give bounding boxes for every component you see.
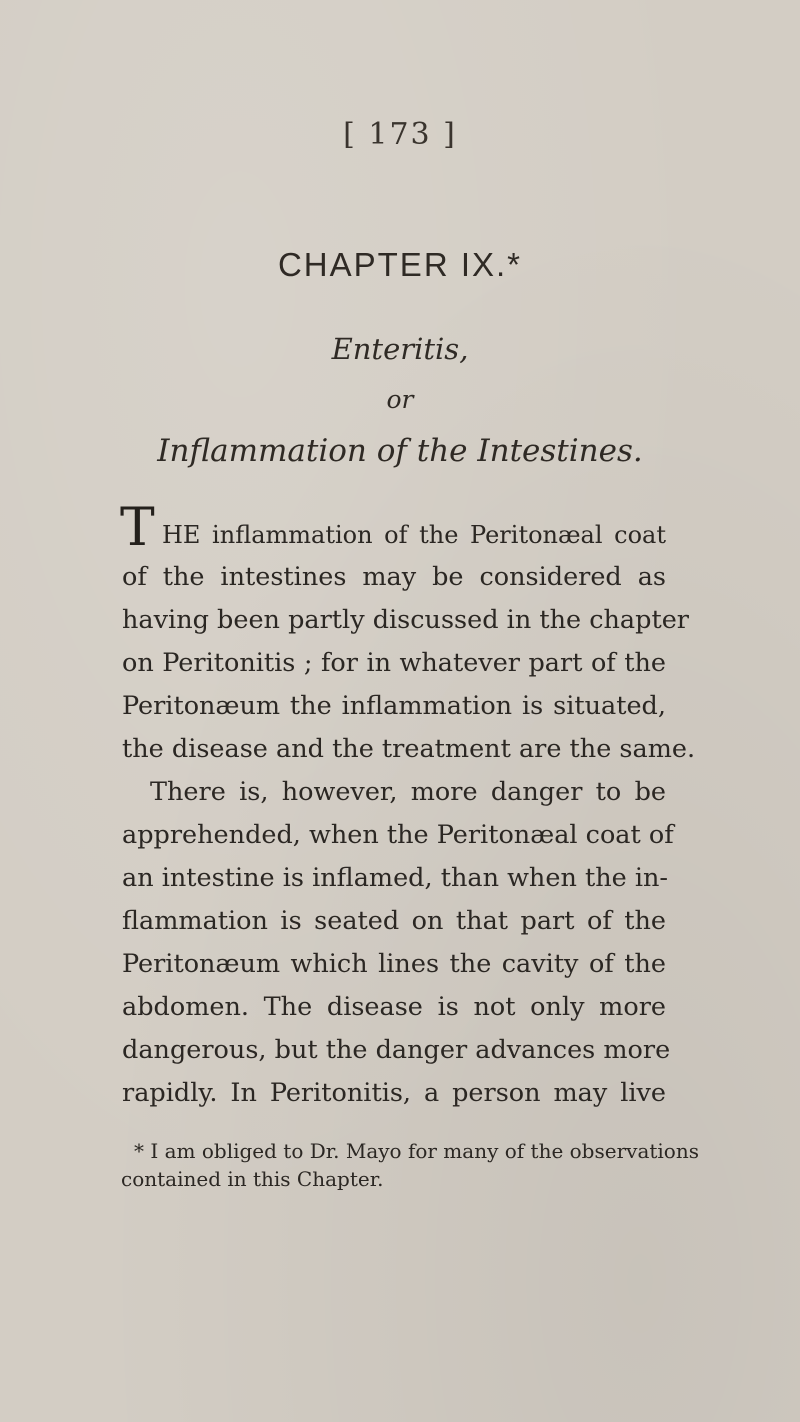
body-line: There is, however, more danger to be <box>150 777 666 807</box>
chapter-subtitle-alt: Inflammation of the Intestines. <box>157 433 643 469</box>
body-line: on Peritonitis ; for in whatever part of the <box>122 648 666 678</box>
body-line: Peritonæum which lines the cavity of the <box>122 949 666 979</box>
body-line: of the intestines may be considered as <box>122 562 666 592</box>
body-line: flammation is seated on that part of the <box>122 906 666 936</box>
footnote-line: * I am obliged to Dr. Mayo for many of the observations <box>134 1139 699 1163</box>
footnote-line: contained in this Chapter. <box>121 1167 384 1191</box>
body-line: dangerous, but the danger advances more <box>122 1035 671 1065</box>
body-line: having been partly discussed in the chapter <box>122 605 689 635</box>
chapter-title: CHAPTER IX.* <box>277 246 523 283</box>
body-line: the disease and the treatment are the same. <box>122 734 696 764</box>
chapter-subtitle-or: or <box>386 385 414 414</box>
body-line: HE inflammation of the Peritonæal coat <box>162 521 666 549</box>
body-line: Peritonæum the inflammation is situated, <box>122 691 666 721</box>
chapter-subtitle-main: Enteritis, <box>331 332 469 366</box>
body-line: abdomen. The disease is not only more <box>122 992 666 1022</box>
body-line: apprehended, when the Peritonæal coat of <box>122 820 674 850</box>
body-line: an intestine is inflamed, than when the in- <box>122 863 669 893</box>
drop-cap: T <box>120 498 155 558</box>
body-line: rapidly. In Peritonitis, a person may live <box>122 1078 666 1108</box>
page-number: [ 173 ] <box>343 117 457 152</box>
